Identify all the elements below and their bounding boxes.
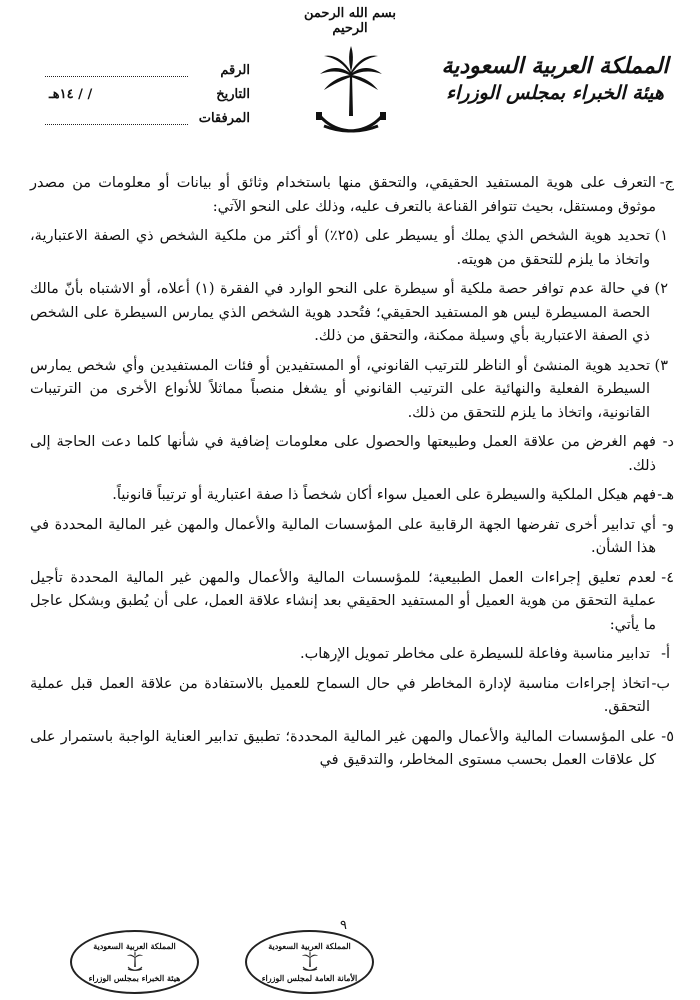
page-number: ٩ (340, 918, 347, 933)
paragraph-marker: هـ- (657, 487, 674, 503)
date-value: / / ١٤هـ (49, 86, 93, 102)
paragraph-p-1 (30, 225, 670, 272)
saudi-emblem-icon (312, 44, 390, 144)
paragraph-text: لعدم تعليق إجراءات العمل الطبيعية؛ للمؤسسات المالية والأعمال والمهن غير المالية المحددة تأجيل عملية التحقق من هوية العميل أو المستفيد الحقيقي بعد إنشاء علاقة العمل، على أن يُطبق وبشكل عاجل ما يأتي: (30, 569, 656, 633)
paragraph-p-4a (30, 643, 670, 667)
ref-label: الرقم (220, 62, 250, 78)
paragraph-text: اتخاذ إجراءات مناسبة لإدارة المخاطر في حال السماح للعميل بالاستفادة من علاقة العمل قبل عملية التحقق. (30, 675, 650, 715)
date-row (45, 82, 250, 106)
paragraph-marker: ٢) (654, 281, 668, 297)
paragraph-text: فهم هيكل الملكية والسيطرة على العميل سواء أكان شخصاً ذا صفة اعتبارية أو ترتيباً قانونياً. (112, 487, 656, 503)
ref-number-field (45, 64, 188, 77)
experts-commission-seal (70, 930, 199, 994)
paragraph-text: على المؤسسات المالية والأعمال والمهن غير المالية المحددة؛ تطبيق تدابير العناية الواجبة باستمرار على كل علاقات العمل بحسب مستوى المخاطر، والتدقيق في (30, 728, 656, 768)
paragraph-p-5 (30, 726, 674, 773)
paragraph-marker: أ- (661, 646, 670, 662)
seal-text-bottom: الأمانة العامة لمجلس الوزراء (261, 973, 358, 983)
paragraph-marker: ب- (651, 675, 670, 692)
reference-block (45, 58, 250, 130)
paragraph-p-j (30, 172, 674, 219)
paragraph-text: في حالة عدم توافر حصة ملكية أو سيطرة على النحو الوارد في الفقرة (١) أعلاه، أو الاشتباه بأنّ مالك الحصة المسيطرة ليس هو المستفيد الحقيقي؛ فتُحدد هوية الشخص الذي يمارس السيطرة على الشخص ذي الصفة الاعتبارية بأي وسيلة ممكنة، والتحقق من ذلك. (30, 281, 650, 344)
document-body (30, 172, 674, 779)
paragraph-marker: و- (662, 516, 674, 533)
paragraph-p-h (30, 484, 674, 508)
seal-text-bottom: هيئة الخبراء بمجلس الوزراء (88, 973, 181, 983)
date-label: التاريخ (216, 86, 250, 102)
organization-name (440, 52, 670, 106)
org-authority: هيئة الخبراء بمجلس الوزراء (446, 82, 664, 104)
attachments-row (45, 106, 250, 130)
paragraph-marker: ١) (654, 228, 668, 244)
paragraph-text: التعرف على هوية المستفيد الحقيقي، والتحقق منها باستخدام وثائق أو بيانات أو معلومات من مصدر موثوق ومستقل، بحيث تتوافر القناعة بالتعرف عليه، وذلك على النحو الآتي: (30, 175, 656, 215)
paragraph-marker: د- (662, 434, 674, 450)
paragraph-text: أي تدابير أخرى تفرضها الجهة الرقابية على المؤسسات المالية والأعمال والمهن غير المالية المحددة في هذا الشأن. (30, 516, 656, 556)
paragraph-marker: ٣) (654, 357, 668, 374)
paragraph-text: تحديد هوية الشخص الذي يملك أو يسيطر على (٢٥٪) أو أكثر من ملكية الشخص ذي الصفة الاعتبارية، واتخاذ ما يلزم للتحقق من هويته. (30, 228, 650, 268)
palm-emblem-icon (126, 951, 144, 973)
secretariat-seal (245, 930, 374, 994)
org-country: المملكة العربية السعودية (441, 53, 669, 79)
basmala-calligraphy: بسم الله الرحمن الرحيم (304, 6, 396, 36)
paragraph-marker: ٥- (661, 728, 674, 745)
paragraph-p-3 (30, 355, 670, 426)
ref-number-row (45, 58, 250, 82)
paragraph-text: فهم الغرض من علاقة العمل وطبيعتها والحصول على معلومات إضافية في شأنها كلما دعت الحاجة إلى ذلك. (30, 434, 656, 474)
paragraph-p-2 (30, 278, 670, 349)
paragraph-text: تدابير مناسبة وفاعلة للسيطرة على مخاطر تمويل الإرهاب. (300, 646, 650, 662)
attachments-label: المرفقات (198, 110, 250, 126)
paragraph-p-4 (30, 567, 674, 638)
paragraph-p-w (30, 514, 674, 561)
paragraph-marker: ج- (659, 175, 674, 191)
seal-text-top: المملكة العربية السعودية (268, 941, 351, 951)
attachments-field (45, 112, 188, 125)
palm-emblem-icon (301, 951, 319, 973)
paragraph-p-d (30, 431, 674, 478)
paragraph-p-4b (30, 673, 670, 720)
seal-text-top: المملكة العربية السعودية (93, 941, 176, 951)
paragraph-marker: ٤- (661, 569, 674, 586)
paragraph-text: تحديد هوية المنشئ أو الناظر للترتيب القانوني، أو المستفيدين أو فئات المستفيدين وأي شخص يمارس السيطرة الفعلية والنهائية على الترتيب القانوني أو يشغل منصباً مماثلاً للأنواع الأخرى من الترتيبات القانونية، واتخاذ ما يلزم للتحقق من ذلك. (30, 357, 650, 421)
